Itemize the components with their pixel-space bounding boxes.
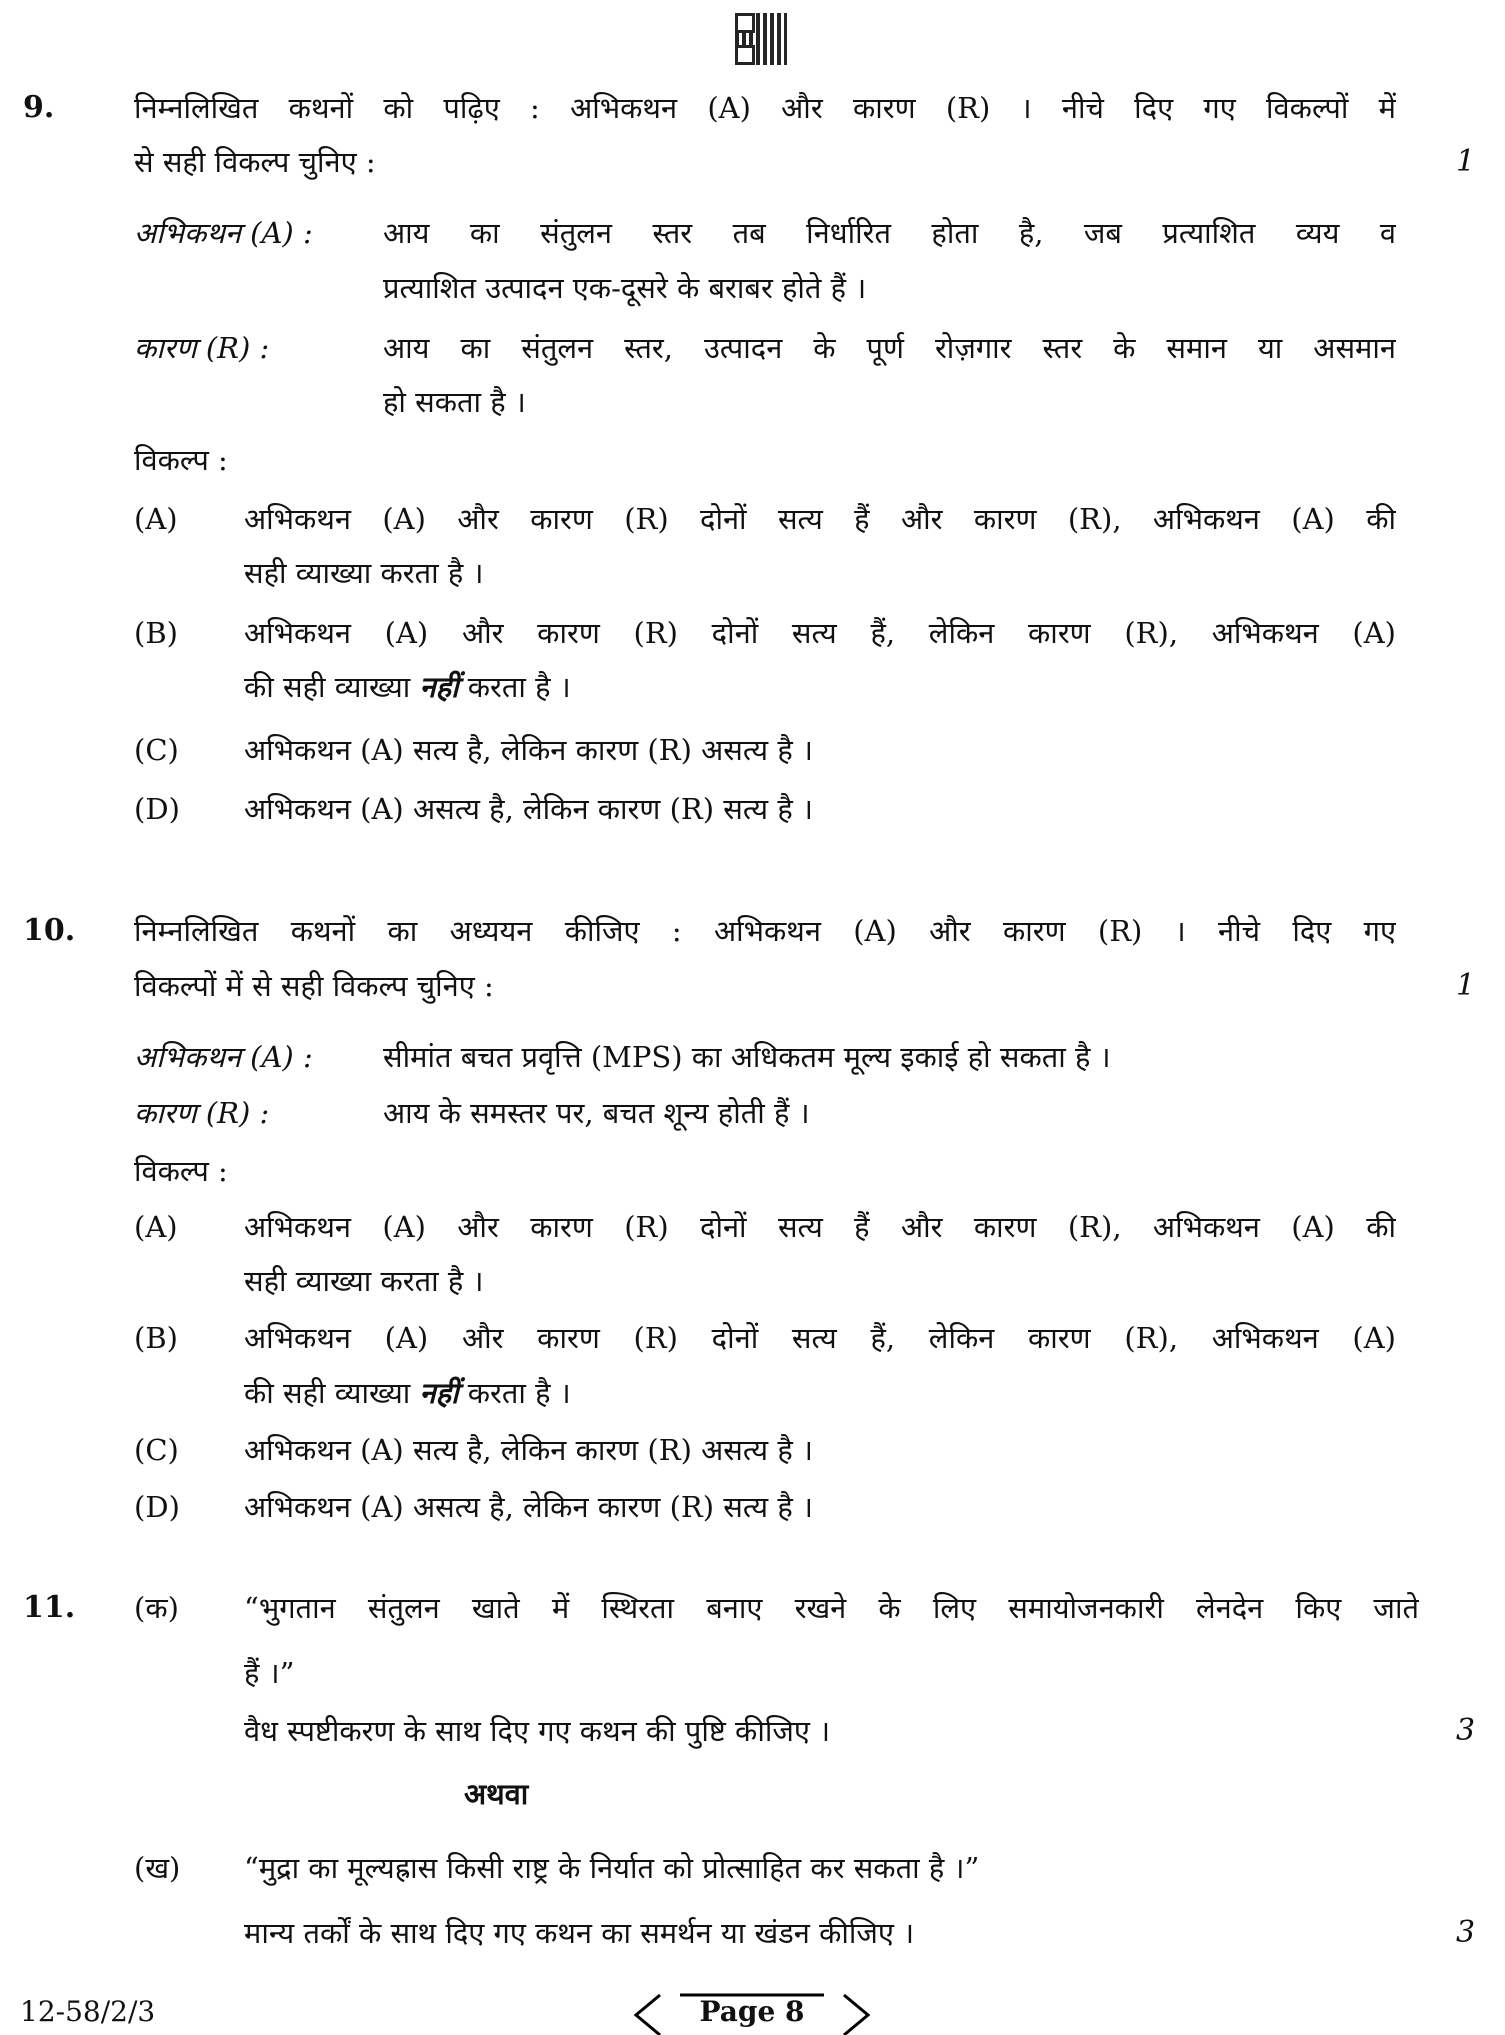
marks: 3	[1456, 1713, 1476, 1748]
option-a-text: सही व्याख्या करता है ।	[244, 556, 484, 590]
text: करता है ।	[467, 670, 571, 704]
part-b-label: (ख)	[134, 1851, 181, 1885]
text: करता है ।	[467, 1376, 571, 1410]
paper-code: 12-58/2/3	[20, 1995, 156, 2028]
option-b-text: अभिकथन (A) और कारण (R) दोनों सत्य हैं, लेकिन कारण (R), अभिकथन (A)	[244, 616, 1396, 650]
option-b-text	[244, 1373, 571, 1413]
page-number: Page 8	[699, 1995, 805, 2028]
option-c-text: अभिकथन (A) सत्य है, लेकिन कारण (R) असत्य है ।	[244, 1433, 813, 1467]
page-indicator	[632, 1993, 872, 2033]
assertion-label: अभिकथन (A) :	[134, 216, 313, 250]
question-text: निम्नलिखित कथनों को पढ़िए : अभिकथन (A) और कारण (R) । नीचे दिए गए विकल्पों में	[134, 91, 1396, 125]
part-a-statement: हैं ।”	[244, 1656, 295, 1690]
marks: 3	[1456, 1915, 1476, 1950]
option-b-text: अभिकथन (A) और कारण (R) दोनों सत्य हैं, लेकिन कारण (R), अभिकथन (A)	[244, 1321, 1396, 1355]
option-letter: (D)	[134, 1490, 180, 1524]
reason-text: आय का संतुलन स्तर, उत्पादन के पूर्ण रोज़गार स्तर के समान या असमान	[383, 331, 1396, 365]
question-text: विकल्पों में से सही विकल्प चुनिए :	[134, 969, 494, 1003]
options-label: विकल्प :	[134, 1154, 228, 1188]
text: की सही व्याख्या	[244, 670, 411, 704]
option-letter: (C)	[134, 733, 179, 767]
question-text: निम्नलिखित कथनों का अध्ययन कीजिए : अभिकथन (A) और कारण (R) । नीचे दिए गए	[134, 914, 1396, 948]
option-letter: (B)	[134, 616, 178, 650]
reason-text: हो सकता है ।	[383, 385, 526, 419]
option-d-text: अभिकथन (A) असत्य है, लेकिन कारण (R) सत्य है ।	[244, 792, 813, 826]
reason-text: आय के समस्तर पर, बचत शून्य होती हैं ।	[383, 1096, 810, 1130]
question-number: 10.	[23, 913, 76, 948]
assertion-text: सीमांत बचत प्रवृत्ति (MPS) का अधिकतम मूल्य इकाई हो सकता है ।	[383, 1040, 1111, 1074]
option-letter: (B)	[134, 1321, 178, 1355]
or-separator: अथवा	[464, 1777, 529, 1811]
option-b-text	[244, 667, 571, 707]
marks: 1	[1456, 144, 1476, 179]
reason-label: कारण (R) :	[134, 331, 270, 365]
option-letter: (C)	[134, 1433, 179, 1467]
part-a-label: (क)	[134, 1591, 179, 1625]
question-text: से सही विकल्प चुनिए :	[134, 145, 376, 179]
assertion-text: प्रत्याशित उत्पादन एक-दूसरे के बराबर होते हैं ।	[383, 271, 867, 305]
option-letter: (A)	[134, 502, 178, 536]
option-c-text: अभिकथन (A) सत्य है, लेकिन कारण (R) असत्य है ।	[244, 733, 813, 767]
assertion-text: आय का संतुलन स्तर तब निर्धारित होता है, जब प्रत्याशित व्यय व	[383, 216, 1396, 250]
text: की सही व्याख्या	[244, 1376, 411, 1410]
option-d-text: अभिकथन (A) असत्य है, लेकिन कारण (R) सत्य है ।	[244, 1490, 813, 1524]
option-letter: (D)	[134, 792, 180, 826]
option-a-text: सही व्याख्या करता है ।	[244, 1264, 484, 1298]
part-b-instruction: मान्य तर्कों के साथ दिए गए कथन का समर्थन या खंडन कीजिए ।	[244, 1916, 915, 1950]
option-a-text: अभिकथन (A) और कारण (R) दोनों सत्य हैं और कारण (R), अभिकथन (A) की	[244, 1210, 1396, 1244]
emphasis-not: नहीं	[419, 670, 459, 704]
option-a-text: अभिकथन (A) और कारण (R) दोनों सत्य हैं और कारण (R), अभिकथन (A) की	[244, 502, 1396, 536]
part-b-statement: “मुद्रा का मूल्यह्रास किसी राष्ट्र के निर्यात को प्रोत्साहित कर सकता है ।”	[244, 1851, 980, 1885]
option-letter: (A)	[134, 1210, 178, 1244]
part-a-instruction: वैध स्पष्टीकरण के साथ दिए गए कथन की पुष्टि कीजिए ।	[244, 1714, 831, 1748]
options-label: विकल्प :	[134, 443, 228, 477]
reason-label: कारण (R) :	[134, 1096, 270, 1130]
emphasis-not: नहीं	[419, 1376, 459, 1410]
part-a-statement: “भुगतान संतुलन खाते में स्थिरता बनाए रखने के लिए समायोजनकारी लेनदेन किए जाते	[244, 1591, 1419, 1625]
question-number: 9.	[23, 90, 55, 125]
marks: 1	[1456, 968, 1476, 1003]
assertion-label: अभिकथन (A) :	[134, 1040, 313, 1074]
question-number: 11.	[23, 1590, 76, 1625]
qr-code	[735, 13, 787, 65]
